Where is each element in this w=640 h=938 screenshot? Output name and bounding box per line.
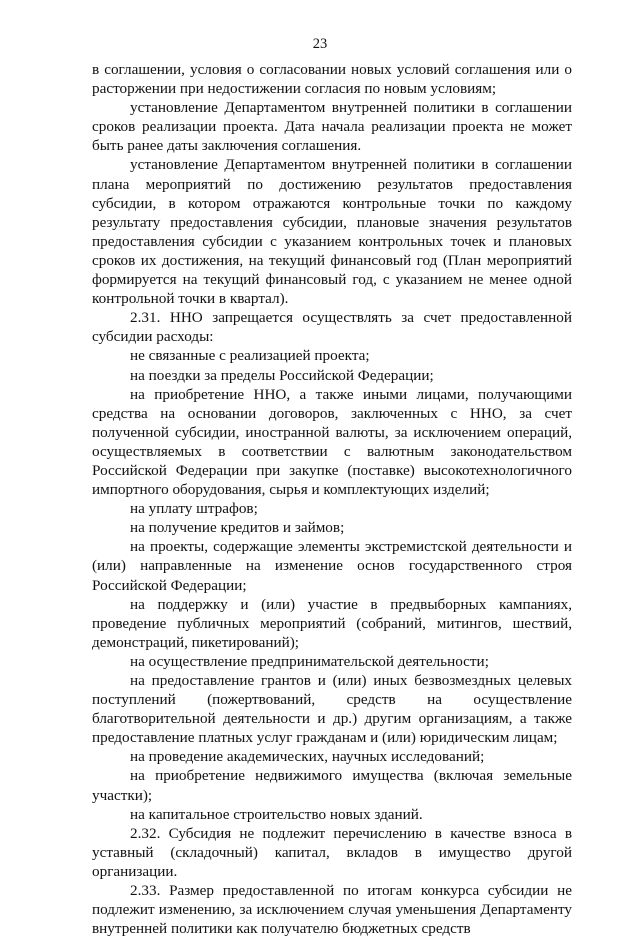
list-item: на приобретение ННО, а также иными лицами, получающими средства на основании договоров, заключенных с ННО, за счет полученной субсидии, иностранной валюты, за исключением операций, осуществляемых в соответствии с валютным законодательством Российской Федерации при закупке (поставке) высокотехнологичного импортного оборудования, сырья и комплектующих изделий; [92,385,572,499]
list-item: на осуществление предпринимательской деятельности; [130,652,489,670]
page-number: 23 [312,36,328,52]
list-item: на поддержку и (или) участие в предвыборных кампаниях, проведение публичных мероприятий (собраний, митингов, шествий, демонстраций, пикетирований); [92,595,572,651]
list-item: на предоставление грантов и (или) иных безвозмездных целевых поступлений (пожертвований, средств на осуществление благотворительной деятельности и др.) другим организациям, а также предоставление платных услуг гражданам и (или) юридическим лицам; [92,672,572,747]
section-2-33: 2.33. Размер предоставленной по итогам конкурса субсидии не подлежит изменению, за исключением случая уменьшения Департаменту внутренней политики как получателю бюджетных средств [92,882,572,938]
paragraph-2: установление Департаментом внутренней политики в соглашении сроков реализации проекта. Дата начала реализации проекта не может быть ранее даты заключения соглашения. [92,99,572,155]
document-body [92,60,572,938]
list-item: на поездки за пределы Российской Федерации; [130,366,434,384]
section-2-32: 2.32. Субсидия не подлежит перечислению в качестве взноса в уставный (складочный) капитал, вкладов в имущество другой организации. [92,824,572,880]
paragraph-3: установление Департаментом внутренней политики в соглашении плана мероприятий по достижению результатов предоставления субсидии, в котором отражаются контрольные точки по каждому результату предоставления субсидии, плановые значения результатов предоставления субсидии с указанием контрольных точек и плановых сроков их достижения, на текущий финансовый год (План мероприятий формируется на текущий финансовый год, с указанием не менее одной контрольной точки в квартал). [92,156,572,308]
list-item: на получение кредитов и займов; [130,519,345,537]
list-item: на проекты, содержащие элементы экстремистской деятельности и (или) направленные на изменение основ государственного строя Российской Федерации; [92,538,572,594]
list-item: на проведение академических, научных исследований; [130,748,485,766]
section-2-31: 2.31. ННО запрещается осуществлять за счет предоставленной субсидии расходы: [92,309,572,346]
list-item: на капитальное строительство новых зданий. [130,805,423,823]
list-item: не связанные с реализацией проекта; [130,347,370,365]
paragraph-1: в соглашении, условия о согласовании новых условий соглашения или о расторжении при недостижении согласия по новым условиям; [92,61,572,98]
list-item: на уплату штрафов; [130,500,258,518]
list-item: на приобретение недвижимого имущества (включая земельные участки); [92,767,572,804]
